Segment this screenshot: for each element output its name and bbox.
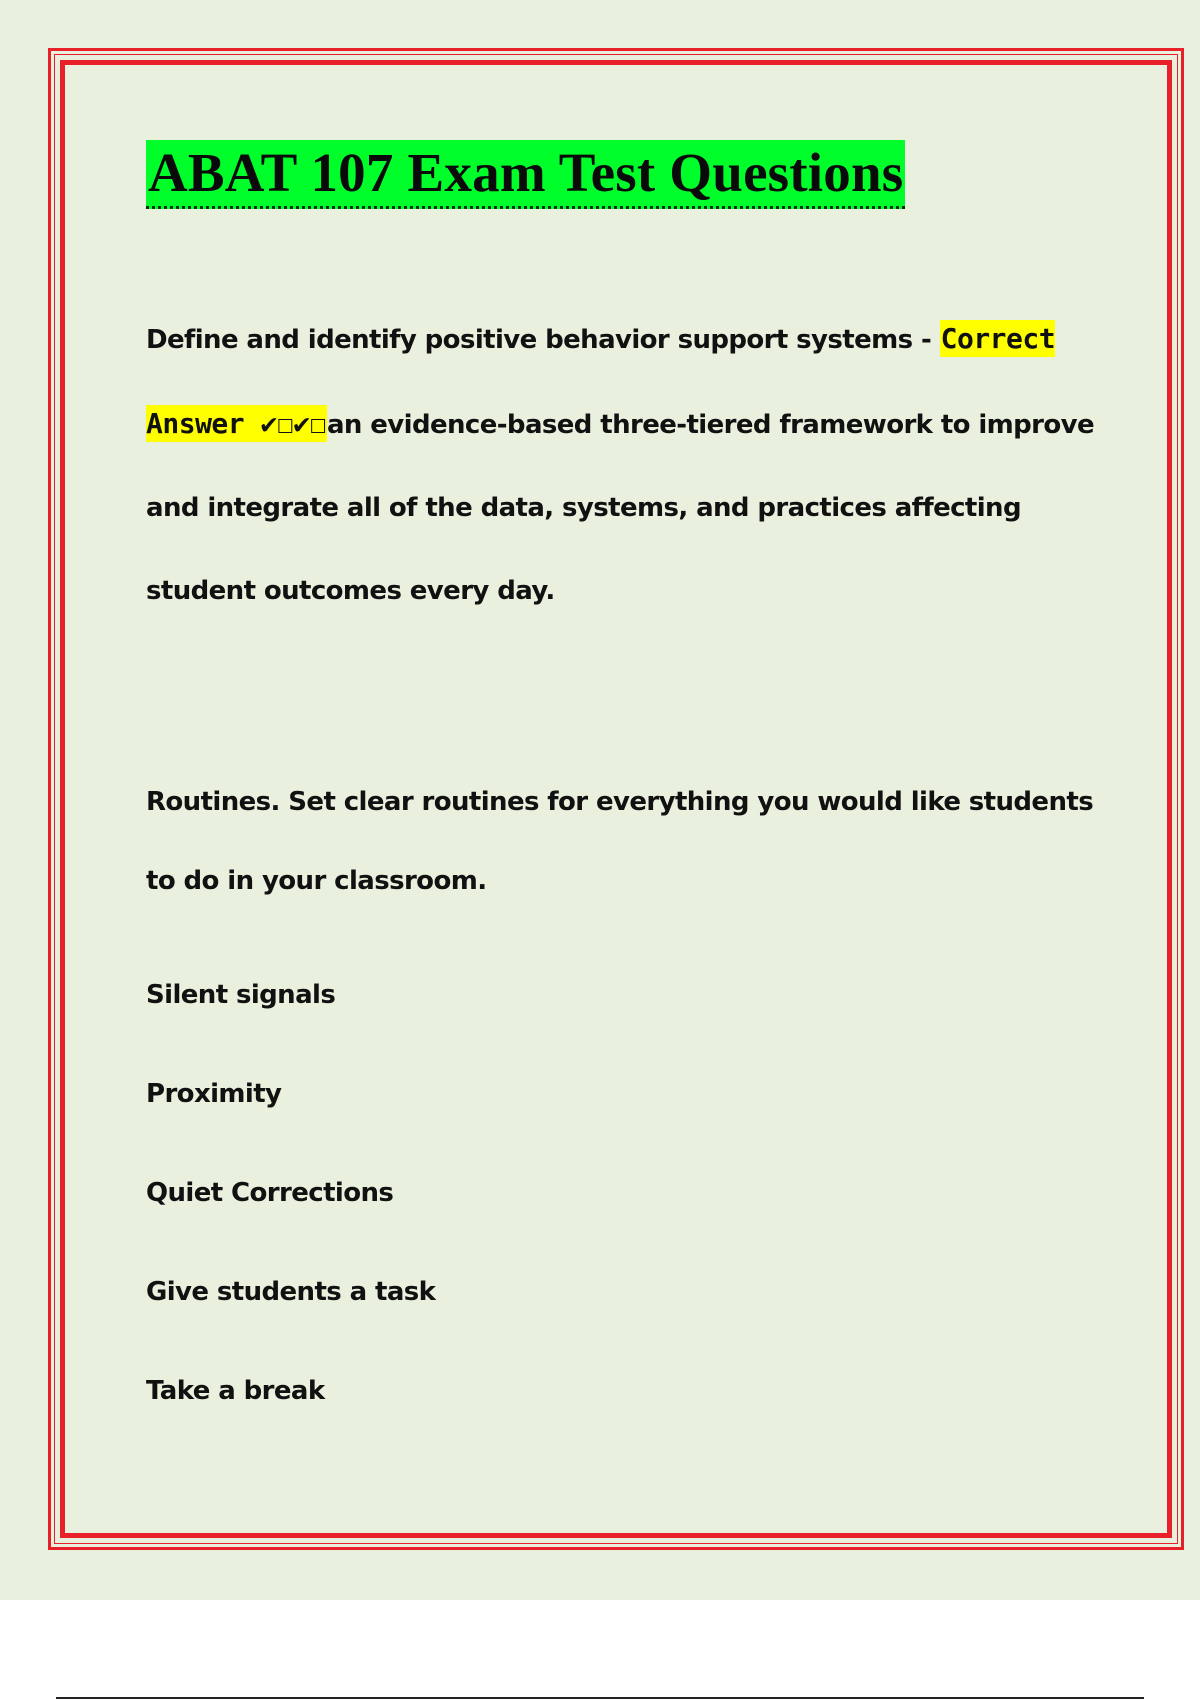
- list-item: Take a break: [146, 1376, 325, 1406]
- footer-divider: [56, 1697, 1144, 1699]
- question-answer-block: [146, 297, 1096, 633]
- document-title: ABAT 107 Exam Test Questions: [146, 140, 905, 209]
- list-item: Quiet Corrections: [146, 1178, 394, 1208]
- list-item: Give students a task: [146, 1277, 436, 1307]
- page-content: [146, 140, 1096, 1409]
- list-item: Proximity: [146, 1079, 282, 1109]
- list-item: Silent signals: [146, 980, 336, 1010]
- correct-answer-marker: Correct Answer ✔☐✔☐: [146, 322, 1056, 440]
- answer-text: an evidence-based three-tiered framework to improve and integrate all of the data, systems, and practices affecting student outcomes every day.: [146, 410, 1095, 606]
- answer-routines: Routines. Set clear routines for everything you would like students to do in your classroom.: [146, 787, 1094, 896]
- answer-list: [146, 763, 1096, 1409]
- question-text: Define and identify positive behavior support systems -: [146, 325, 940, 355]
